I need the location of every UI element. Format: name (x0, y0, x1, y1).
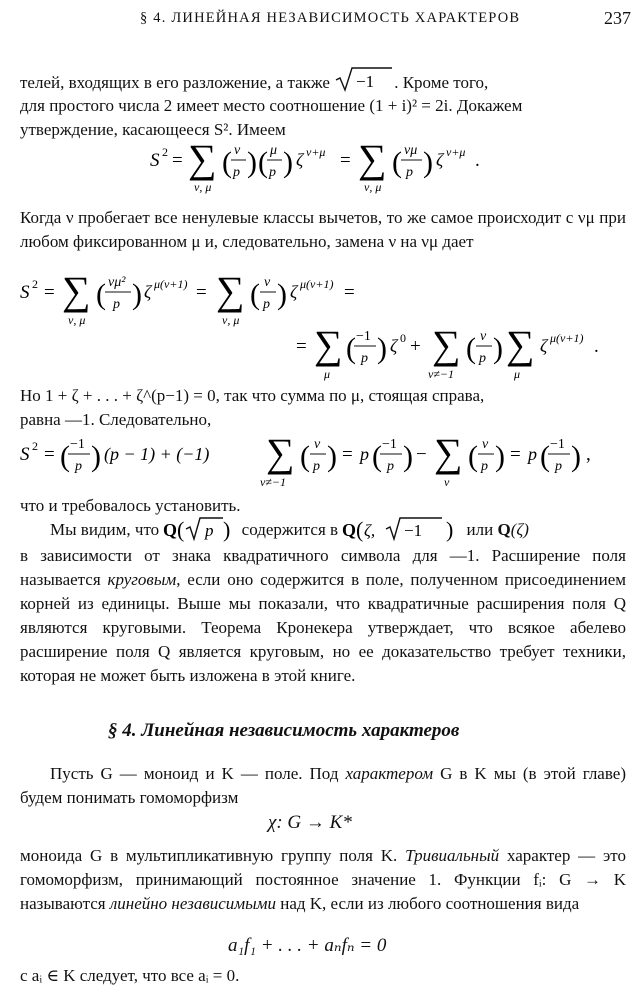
svg-text:ν: ν (234, 143, 241, 158)
equation-2b (296, 322, 626, 386)
term-kharakter: характером (345, 764, 434, 783)
svg-text:p: p (75, 459, 82, 474)
svg-text:): ) (277, 278, 287, 311)
svg-text:∑: ∑ (188, 136, 217, 181)
paragraph-5 (20, 518, 626, 688)
svg-text:): ) (423, 146, 433, 179)
svg-text:p: p (269, 165, 276, 180)
term-trivialny: Тривиальный (405, 846, 500, 865)
equation-1-svg (150, 136, 510, 198)
svg-text:ν: ν (482, 437, 489, 452)
svg-text:μ(ν+1): μ(ν+1) (550, 331, 584, 345)
section-heading: § 4. Линейная независимость характеров (108, 720, 460, 741)
paragraph-7-b: характер — это гомоморфизм, принимающий постоянное значение 1. Функции fᵢ: G → K называются (20, 846, 626, 913)
paragraph-1-line-3: утверждение, касающееся S². Имеем (20, 120, 286, 139)
page-number: 237 (604, 8, 631, 28)
svg-text:∑: ∑ (62, 268, 91, 313)
paragraph-1 (20, 70, 626, 142)
q-zeta: Q (497, 520, 511, 539)
svg-text:p: p (360, 444, 369, 464)
paragraph-6-a: Пусть G — моноид и K — поле. Под (50, 764, 339, 783)
svg-text:μ: μ (324, 367, 331, 381)
svg-text:,: , (586, 444, 591, 465)
svg-text:ν, μ: ν, μ (194, 180, 212, 194)
paragraph-6-b: G в K мы (в этой главе) будем понимать гомоморфизм (20, 764, 626, 807)
svg-text:+: + (410, 336, 421, 357)
svg-text:(: ( (372, 440, 382, 473)
svg-text:): ) (403, 440, 413, 473)
svg-text:): ) (493, 332, 503, 365)
paragraph-1-line-2: для простого числа 2 имеет место соотношение (1 + i)² = 2i. Докажем (20, 96, 523, 115)
paragraph-4: что и требовалось установить. (20, 496, 241, 515)
equation-5: a₁f₁ + . . . + aₙfₙ = 0 (228, 935, 387, 956)
svg-text:p: p (555, 459, 562, 474)
svg-text:(: ( (468, 440, 478, 473)
svg-text:−: − (416, 444, 427, 465)
paragraph-5-rest: в зависимости от знака квадратичного символа для —1. Расширение поля называется (20, 546, 626, 589)
svg-text:νμ²: νμ² (108, 275, 126, 290)
svg-text:ν: ν (444, 475, 450, 489)
svg-text:μ(ν+1): μ(ν+1) (154, 277, 188, 291)
paragraph-5-body (20, 544, 626, 688)
svg-text:ζ: ζ (540, 336, 548, 356)
svg-text:): ) (247, 146, 257, 179)
svg-text:(: ( (356, 517, 364, 542)
paragraph-6 (20, 762, 626, 810)
sqrt-sign-icon (334, 66, 394, 92)
svg-text:=: = (296, 336, 307, 357)
svg-text:S: S (20, 444, 30, 465)
svg-text:=: = (342, 444, 353, 465)
svg-text:=: = (344, 282, 355, 303)
paragraph-5-text-a: Мы видим, что (50, 520, 160, 539)
svg-text:p: p (113, 297, 120, 312)
svg-text:(: ( (392, 146, 402, 179)
svg-text:=: = (172, 150, 183, 171)
svg-text:p: p (313, 459, 320, 474)
paragraph-7-a: моноида G в мультипликативную группу поля K. (20, 846, 398, 865)
svg-text:∑: ∑ (432, 322, 461, 367)
svg-text:(: ( (177, 517, 185, 542)
svg-text:ν: ν (314, 437, 321, 452)
svg-text:ν: ν (480, 329, 487, 344)
svg-text:(: ( (346, 332, 356, 365)
svg-text:(: ( (540, 440, 550, 473)
svg-text:ζ: ζ (436, 150, 444, 170)
svg-text:2: 2 (32, 277, 38, 291)
svg-text:(: ( (466, 332, 476, 365)
svg-text:=: = (510, 444, 521, 465)
svg-text:p: p (481, 459, 488, 474)
svg-text:∑: ∑ (434, 430, 463, 475)
paragraph-5-text-b: содержится в (241, 520, 339, 539)
svg-text:p: p (528, 444, 537, 464)
svg-text:.: . (594, 336, 599, 357)
svg-text:): ) (283, 146, 293, 179)
svg-text:ν, μ: ν, μ (222, 313, 240, 327)
svg-text:): ) (91, 440, 101, 473)
term-lin-nezav: линейно независимыми (109, 894, 276, 913)
paragraph-5-text-c: или (466, 520, 494, 539)
running-head (0, 8, 642, 32)
q-sqrt-p-svg (163, 515, 237, 543)
svg-text:p: p (263, 297, 270, 312)
svg-text:S: S (20, 282, 30, 303)
svg-text:p: p (361, 351, 368, 366)
svg-text:(: ( (96, 278, 106, 311)
svg-text:.: . (475, 150, 480, 171)
paragraph-1-text-b: . Кроме того, (394, 73, 489, 92)
svg-text:∑: ∑ (358, 136, 387, 181)
paragraph-1-line-1 (20, 70, 626, 94)
svg-text:(: ( (60, 440, 70, 473)
svg-text:−1: −1 (70, 437, 85, 452)
svg-text:): ) (495, 440, 505, 473)
equation-3 (20, 430, 640, 494)
svg-text:ν+μ: ν+μ (446, 145, 466, 159)
svg-text:μ(ν+1): μ(ν+1) (300, 277, 334, 291)
svg-text:2: 2 (162, 145, 168, 159)
paragraph-1-text-a: телей, входящих в его разложение, а также (20, 73, 330, 92)
svg-text:(: ( (258, 146, 268, 179)
paragraph-3-line-1: Но 1 + ζ + . . . + ζ^(p−1) = 0, так что сумма по μ, стоящая справа, (20, 386, 485, 405)
svg-text:−1: −1 (404, 521, 423, 540)
svg-text:∑: ∑ (216, 268, 245, 313)
svg-text:−1: −1 (382, 437, 397, 452)
svg-text:Q: Q (342, 520, 357, 540)
svg-text:): ) (571, 440, 581, 473)
q-zeta-sqrt-svg (342, 515, 462, 543)
svg-text:): ) (327, 440, 337, 473)
svg-text:Q: Q (163, 520, 178, 540)
equation-2b-svg (296, 322, 626, 386)
svg-text:ν: ν (264, 275, 271, 290)
svg-text:p: p (479, 351, 486, 366)
paragraph-7 (20, 844, 626, 916)
svg-text:ν, μ: ν, μ (68, 313, 86, 327)
svg-text:(: ( (222, 146, 232, 179)
svg-text:ζ: ζ (390, 336, 398, 356)
running-title: § 4. ЛИНЕЙНАЯ НЕЗАВИСИМОСТЬ ХАРАКТЕРОВ (140, 10, 521, 26)
svg-text:ν+μ: ν+μ (306, 145, 326, 159)
svg-text:(: ( (300, 440, 310, 473)
svg-text:=: = (196, 282, 207, 303)
svg-text:μ: μ (514, 367, 521, 381)
svg-text:S: S (150, 150, 160, 171)
svg-text:): ) (132, 278, 142, 311)
paragraph-8: с aᵢ ∈ K следует, что все aᵢ = 0. (20, 966, 240, 985)
svg-text:ζ,: ζ, (364, 521, 376, 540)
svg-text:ν, μ: ν, μ (364, 180, 382, 194)
svg-text:∑: ∑ (266, 430, 295, 475)
term-krugovym: круговым (107, 570, 177, 589)
svg-text:ζ: ζ (296, 150, 304, 170)
svg-text:(p − 1) + (−1): (p − 1) + (−1) (104, 444, 210, 464)
svg-text:p: p (406, 165, 413, 180)
svg-text:p: p (233, 165, 240, 180)
svg-text:): ) (446, 517, 454, 542)
svg-text:−1: −1 (356, 72, 375, 91)
svg-text:−1: −1 (356, 329, 371, 344)
paragraph-5-line-1 (20, 518, 626, 544)
paragraph-2: Когда ν пробегает все ненулевые классы вычетов, то же самое происходит с νμ при любом фиксированном μ и, следовательно, замена ν на νμ дает (20, 208, 626, 251)
q-zeta-arg: (ζ) (510, 520, 529, 539)
svg-text:ζ: ζ (290, 282, 298, 302)
equation-1 (150, 136, 510, 198)
svg-text:): ) (377, 332, 387, 365)
q-sqrt-p (163, 518, 237, 540)
paragraph-7-c: над K, если из любого соотношения вида (280, 894, 580, 913)
svg-text:=: = (44, 444, 55, 465)
svg-text:0: 0 (400, 331, 406, 345)
svg-text:μ: μ (270, 143, 278, 158)
paragraph-3-line-2: равна —1. Следовательно, (20, 410, 212, 429)
equation-3-svg (20, 430, 640, 494)
svg-text:∑: ∑ (314, 322, 343, 367)
svg-text:νμ: νμ (404, 143, 418, 158)
svg-text:=: = (44, 282, 55, 303)
svg-text:2: 2 (32, 439, 38, 453)
sqrt-minus-one (334, 70, 394, 92)
svg-text:−1: −1 (550, 437, 565, 452)
svg-text:ν≠−1: ν≠−1 (260, 475, 287, 489)
svg-text:(: ( (250, 278, 260, 311)
svg-text:∑: ∑ (506, 322, 535, 367)
svg-text:p: p (205, 521, 214, 540)
svg-text:): ) (223, 517, 231, 542)
paragraph-5-rest-2: , если оно содержится в поле, полученном присоединением корней из единицы. Выше мы показали, что квадратичные расширения поля Q являются круговыми. Теорема Кронекера утверждает, что всякое абелево расширение поля Q является круговым, но ее доказательство требует техники, которая не может быть изложена в этой книге. (20, 570, 626, 685)
q-zeta-sqrt (342, 518, 462, 540)
equation-4: χ: G → K* (268, 812, 352, 833)
svg-text:=: = (340, 150, 351, 171)
svg-text:ν≠−1: ν≠−1 (428, 367, 455, 381)
svg-text:ζ: ζ (144, 282, 152, 302)
svg-text:p: p (387, 459, 394, 474)
paragraph-3 (20, 384, 626, 432)
